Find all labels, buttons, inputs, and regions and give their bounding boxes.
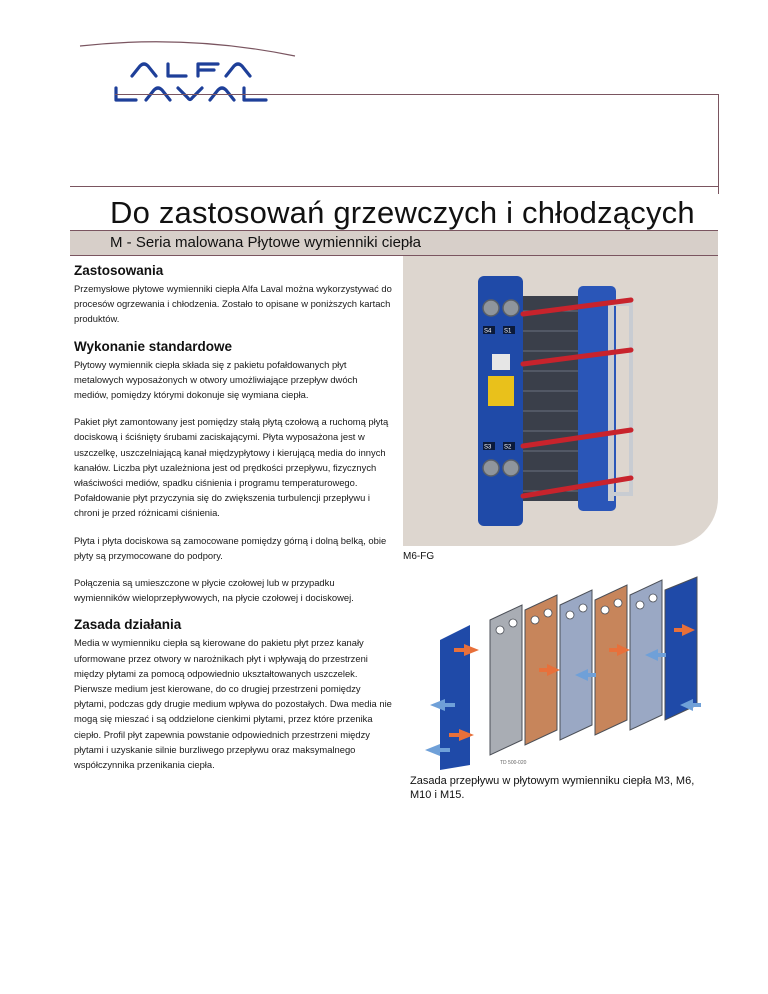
section-paragraph: Płytowy wymiennik ciepła składa się z pakietu pofałdowanych płyt metalowych wyposażonych w otwory umożliwiające przepływ dwóch mediów, pomiędzy którymi dokonuje się wymiana ciepła. [74,358,358,401]
section-paragraph: Przemysłowe płytowe wymienniki ciepła Alfa Laval można wykorzystywać do procesów ogrzewania i chłodzenia. Zostało to opisane w poniższych kartach produktów. [74,283,392,325]
section-paragraph: Płyta i płyta dociskowa są zamocowane pomiędzy górną i dolną belką, obie płyty są przymocowane do podpory. [74,534,387,561]
flow-diagram-graphic [410,575,710,770]
header-rule [115,94,719,95]
flow-caption: Zasada przepływu w płytowym wymienniku ciepła M3, M6, M10 i M15. [410,775,695,801]
port-label: S3 [484,444,492,451]
heat-exchanger-illustration [403,256,718,546]
section-paragraph: Media w wymienniku ciepła są kierowane do pakietu płyt przez kanały uformowane przez otwory w narożnikach płyt i wpływają do przestrzeni między płytami za pomocą odpowiednio ukształtowanych uszczelek. Pierwsze medium jest kierowane, do co drugiej przestrzeni pomiędzy płytami, podczas gdy drugie medium wpływa do pozostałych. Dwa media nie mogą się mieszać i są oddzielone cienkimi płytami, przez które przenika ciepło. Profil płyt zapewnia powstanie odpowiednich przestrzeni między płytami i uzyskanie silnie burzliwego przepływu oraz maksymalnego współczynnika przenikania ciepła. [74,637,392,771]
section-standard [74,339,392,606]
alfa-laval-logo [70,40,300,120]
page-title: Do zastosowań grzewczych i chłodzących [110,195,695,230]
section-paragraph: Połączenia są umieszczone w płycie czołowej lub w przypadku wymienników wieloprzepływowych, na płycie czołowej i dociskowej. [74,577,354,604]
alfa-laval-logo-graphic [70,40,300,120]
port-label: S2 [504,444,512,451]
section-heading: Zasada działania [74,617,182,633]
section-paragraph: Pakiet płyt zamontowany jest pomiędzy stałą płytą czołową a ruchomą płytą dociskową i ściśnięty śrubami zaciskającymi. Płyta wyposażona jest w uszczelkę, uszczelniającą kanał międzypłytowy i kierującą media do innych kanałów. Liczba płyt uzależniona jest od prędkości przepływu, fizycznych właściwości mediów, spadku ciśnienia i programu temperaturowego. Pofałdowanie płyt przyczynia się do zwiększenia turbulencji przepływu i chroni je przed różnicami ciśnienia. [74,416,389,519]
section-heading: Wykonanie standardowe [74,338,233,354]
port-label: S1 [504,328,512,335]
text-column [74,263,392,784]
section-principle [74,617,392,772]
product-photo-panel [403,256,718,546]
page-subtitle: M - Seria malowana Płytowe wymienniki ciepła [110,234,421,251]
header-right-rule [718,94,719,194]
diagram-code: TD 500-020 [500,760,527,766]
photo-caption: M6-FG [403,551,435,562]
flow-principle-diagram [410,575,710,770]
port-label: S4 [484,328,492,335]
section-applications [74,263,392,327]
section-heading: Zastosowania [74,263,164,278]
